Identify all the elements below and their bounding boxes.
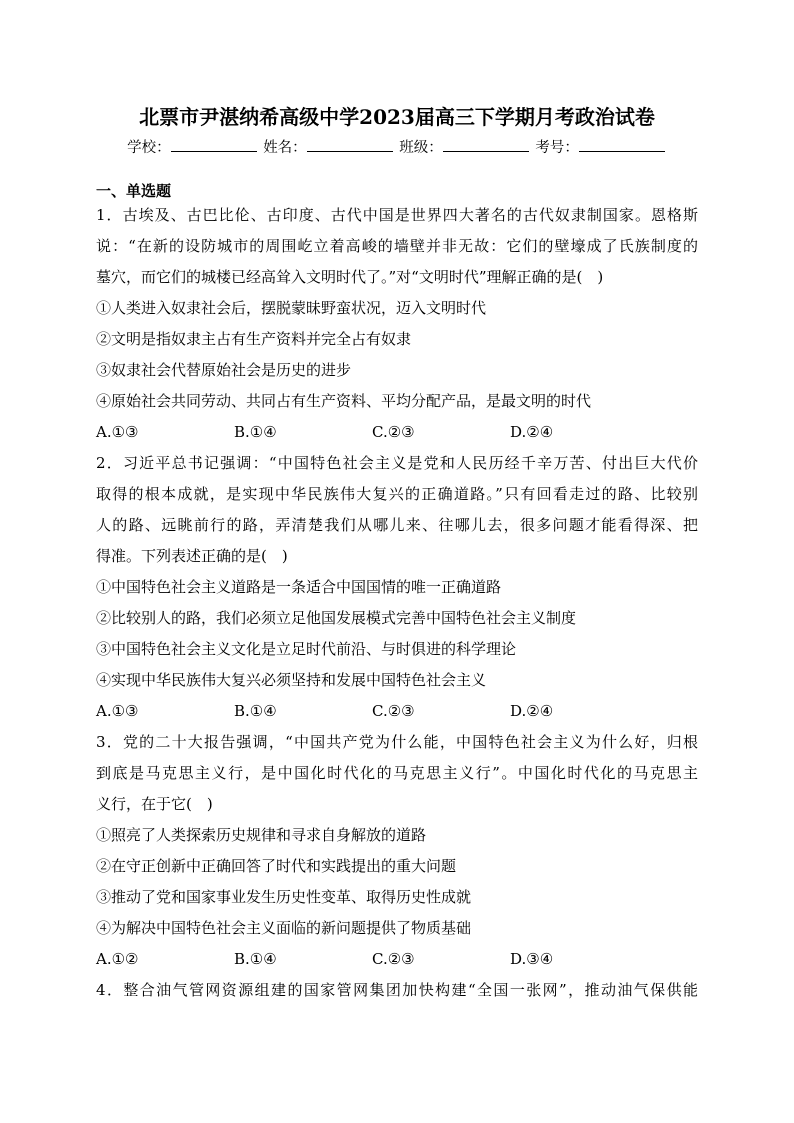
question-stem-line: 说：“在新的设防城市的周围屹立着高峻的墙壁并非无故：它们的壁壕成了氏族制度的 [96,237,698,255]
questions-content [96,200,698,1006]
answer-options [96,696,698,727]
question-stem-line: 取得的根本成就，是实现中华民族伟大复兴的正确道路。”只有回看走过的路、比较别 [96,485,698,503]
option-b: B.①④ [234,950,277,968]
question-4 [96,975,698,1006]
question-stem-line: 1．古埃及、古巴比伦、古印度、古代中国是世界四大著名的古代奴隶制国家。恩格斯 [96,206,698,224]
statement-item: ①照亮了人类探索历史规律和寻求自身解放的道路 [96,826,427,844]
option-a: A.①③ [96,702,139,720]
option-b: B.①④ [234,702,277,720]
class-blank [443,137,529,152]
option-b: B.①④ [234,423,277,441]
statement-item: ④实现中华民族伟大复兴必须坚持和发展中国特色社会主义 [96,671,487,689]
number-blank [579,137,665,152]
statement-item: ②文明是指奴隶主占有生产资料并完全占有奴隶 [96,330,412,348]
question-stem-line: 2．习近平总书记强调：“中国特色社会主义是党和人民历经千辛万苦、付出巨大代价 [96,454,698,472]
statement-item: ④为解决中国特色社会主义面临的新问题提供了物质基础 [96,919,472,937]
section-title: 一、单选题 [96,182,172,200]
option-a: A.①③ [96,423,139,441]
answer-options [96,944,698,975]
question-2 [96,448,698,727]
statement-item: ①人类进入奴隶社会后，摆脱蒙昧野蛮状况，迈入文明时代 [96,299,487,317]
option-d: D.②④ [510,702,554,720]
question-stem-line: 人的路、远眺前行的路，弄清楚我们从哪儿来、往哪儿去，很多问题才能看得深、把 [96,516,698,534]
statement-item: ③奴隶社会代替原始社会是历史的进步 [96,361,352,379]
name-label: 姓名： [263,140,307,156]
option-c: C.②③ [372,702,415,720]
exam-title: 北票市尹湛纳希高级中学2023届高三下学期月考政治试卷 [139,105,655,129]
school-blank [171,137,257,152]
statement-item: ②在守正创新中正确回答了时代和实践提出的重大问题 [96,857,457,875]
option-c: C.②③ [372,423,415,441]
school-label: 学校： [127,140,171,156]
name-blank [307,137,393,152]
statement-item: ①中国特色社会主义道路是一条适合中国国情的唯一正确道路 [96,578,502,596]
option-d: D.③④ [510,950,554,968]
option-c: C.②③ [372,950,415,968]
question-stem-line: 4．整合油气管网资源组建的国家管网集团加快构建“全国一张网”，推动油气保供能 [96,981,698,999]
question-1 [96,200,698,448]
question-stem-line: 墓穴，而它们的城楼已经高耸入文明时代了。”对“文明时代”理解正确的是( ) [96,268,604,286]
question-stem-line: 3．党的二十大报告强调，“中国共产党为什么能，中国特色社会主义为什么好，归根 [96,733,698,751]
statement-item: ③推动了党和国家事业发生历史性变革、取得历史性成就 [96,888,472,906]
number-label: 考号： [535,140,579,156]
question-stem-line: 义行，在于它( ) [96,795,213,813]
question-stem-line: 到底是马克思主义行，是中国化时代化的马克思主义行”。中国化时代化的马克思主 [96,764,698,782]
student-info-line [0,136,794,157]
answer-options [96,417,698,448]
question-stem-line: 得准。下列表述正确的是( ) [96,547,288,565]
option-a: A.①② [96,950,139,968]
question-3 [96,727,698,975]
option-d: D.②④ [510,423,554,441]
statement-item: ②比较别人的路，我们必须立足他国发展模式完善中国特色社会主义制度 [96,609,577,627]
statement-item: ③中国特色社会主义文化是立足时代前沿、与时俱进的科学理论 [96,640,517,658]
statement-item: ④原始社会共同劳动、共同占有生产资料、平均分配产品，是最文明的时代 [96,392,592,410]
class-label: 班级： [399,140,443,156]
